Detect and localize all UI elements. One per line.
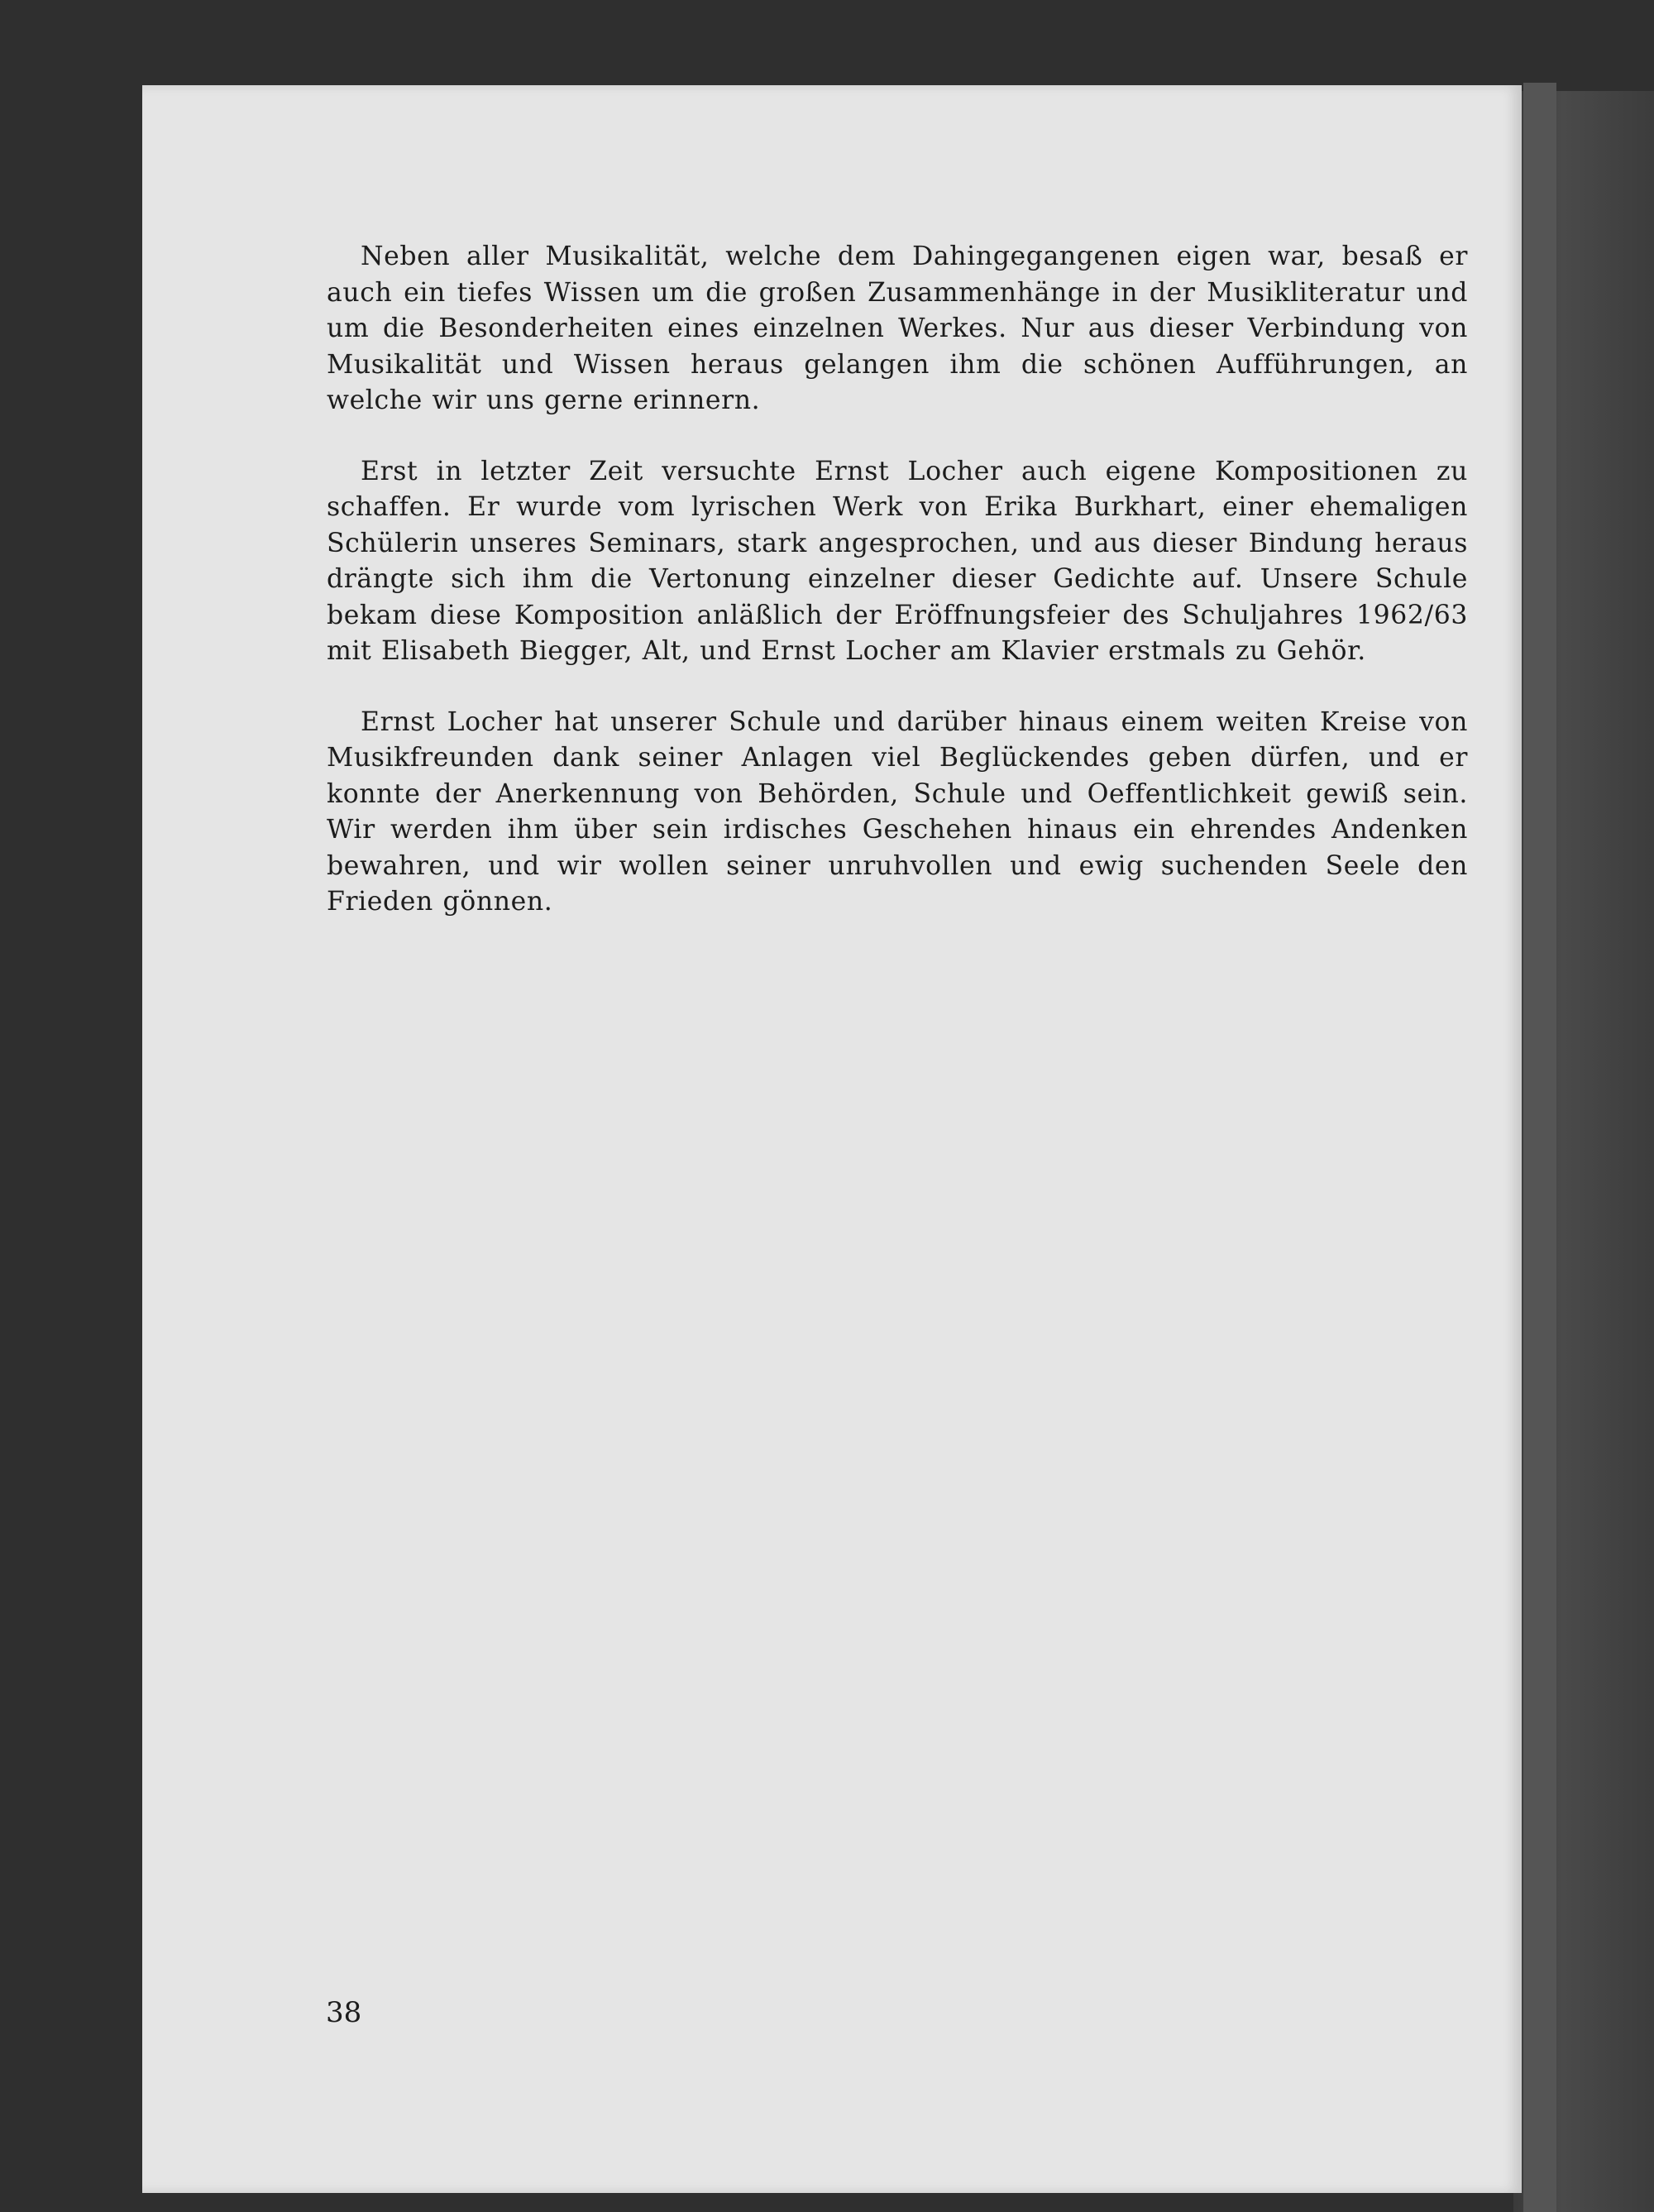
body-text — [327, 239, 1468, 955]
paragraph-1: Neben aller Musikalität, welche dem Dahingegangenen eigen war, besaß er auch ein tiefes Wissen um die großen Zusammenhänge in der Musikliteratur und um die Besonderheiten eines einzelnen Werkes. Nur aus dieser Verbindung von Musikalität und Wissen heraus gelangen ihm die schönen Aufführungen, an welche wir uns gerne erinnern. — [327, 242, 1468, 415]
paragraph-2: Erst in letzter Zeit versuchte Ernst Locher auch eigene Kompositionen zu schaffen. Er wurde vom lyrischen Werk von Erika Burkhart, einer ehemaligen Schülerin unseres Seminars, stark angesprochen, und aus dieser Bindung heraus drängte sich ihm die Vertonung einzelner dieser Gedichte auf. Unsere Schule bekam diese Komposition anläßlich der Eröffnungsfeier des Schuljahres 1962/63 mit Elisabeth Biegger, Alt, und Ernst Locher am Klavier erstmals zu Gehör. — [327, 456, 1468, 666]
book-spine — [1523, 83, 1556, 2212]
paragraph-3: Ernst Locher hat unserer Schule und darüber hinaus einem weiten Kreise von Musikfreunden dank seiner Anlagen viel Beglückendes geben dürfen, und er konnte der Anerkennung von Behörden, Schule und Oeffentlichkeit gewiß sein. Wir werden ihm über sein irdisches Geschehen hinaus ein ehrendes Andenken bewahren, und wir wollen seiner unruhvollen und ewig suchenden Seele den Frieden gönnen. — [327, 706, 1468, 917]
document-page — [142, 85, 1522, 2193]
page-number: 38 — [326, 1996, 362, 2029]
